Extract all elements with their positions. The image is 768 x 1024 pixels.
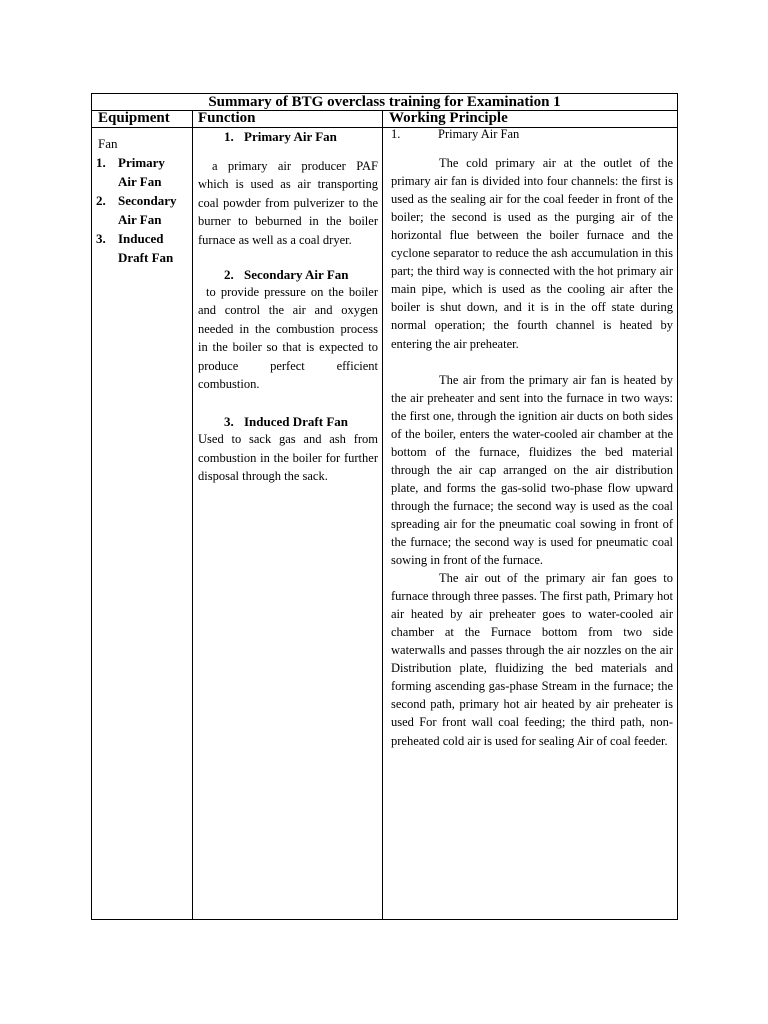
equipment-item-label: Primary <box>118 155 165 170</box>
equipment-item-number: 3. <box>96 231 106 246</box>
working-principle-paragraph: The air out of the primary air fan goes to furnace through three passes. The first path, Primary hot air heated by air preheater goes to water-cooled air chamber at the Furnace bottom from two side waterwalls and passes through the air nozzles on the air Distribution plate, fluidizing the bed materials and forming ascending gas-phase Stream in the furnace; the second path, primary hot air heated by air preheater is used For front wall coal feeding; the third path, non-preheated cold air is used for sealing Air of coal feeder. <box>391 571 673 748</box>
function-section-text: to provide pressure on the boiler and control the air and oxygen needed in the combustion process in the boiler so that is expected to produce perfect efficient combustion. <box>198 285 378 392</box>
function-section-number: 2. <box>224 267 234 283</box>
function-section-title: Secondary Air Fan <box>244 267 349 283</box>
function-cell <box>198 128 378 486</box>
equipment-item-label: Draft Fan <box>118 250 174 265</box>
equipment-item-label: Induced <box>118 231 164 246</box>
function-section-number: 1. <box>224 129 234 144</box>
equipment-group-label: Fan <box>98 136 118 151</box>
equipment-item <box>96 153 188 191</box>
equipment-item <box>96 191 188 229</box>
function-section-text: Used to sack gas and ash from combustion in the boiler for further disposal through the sack. <box>198 432 378 484</box>
working-principle-heading <box>391 125 673 143</box>
working-principle-number: 1. <box>391 127 401 141</box>
function-section-title: Primary Air Fan <box>244 129 337 144</box>
working-principle-title: Primary Air Fan <box>438 127 520 141</box>
equipment-item-number: 1. <box>96 155 106 170</box>
working-principle-paragraph: The air from the primary air fan is heated by the air preheater and sent into the furnace in two ways: the first one, through the ignition air ducts on both sides of the boiler, enters the water-cooled air chamber at the bottom of the furnace, fluidizes the bed material through the air cap arranged on the air distribution plate, and forms the gas-solid two-phase flow upward through the furnace; the second way is used as the coal spreading air for the pneumatic coal sowing in front of the furnace; the second way is used for pneumatic coal sowing in front of the furnace. <box>391 372 673 568</box>
equipment-item-label: Secondary <box>118 193 177 208</box>
function-section-number: 3. <box>224 414 234 430</box>
equipment-item-number: 2. <box>96 193 106 208</box>
header-equipment: Equipment <box>98 110 170 126</box>
equipment-item-label: Air Fan <box>118 212 162 227</box>
function-section-heading <box>198 266 378 283</box>
table-title: Summary of BTG overclass training for Examination 1 <box>92 94 677 111</box>
working-principle-cell <box>391 125 673 750</box>
summary-table <box>91 93 678 920</box>
function-section-text: a primary air producer PAF which is used as air transporting coal powder from pulverizer to the burner to beburned in the boiler furnace as well as a coal dryer. <box>198 159 378 247</box>
table-body-row <box>92 128 677 919</box>
equipment-item-label: Air Fan <box>118 174 162 189</box>
header-function: Function <box>198 110 256 126</box>
working-principle-paragraph: The cold primary air at the outlet of the primary air fan is divided into four channels: the first is used as the sealing air for the coal feeder in front of the boiler; the second is used as the purging air of the horizontal flue between the boiler furnace and the cyclone separator to reduce the ash accumulation in this part; the third way is connected with the hot primary air main pipe, which is used as the cooling air after the boiler is shut down, and it is in the off state during normal operation; the fourth channel is heated by entering the air preheater. <box>391 156 673 351</box>
equipment-cell <box>96 134 188 267</box>
function-section-heading <box>198 413 378 430</box>
header-working-principle: Working Principle <box>389 110 508 126</box>
function-section-title: Induced Draft Fan <box>244 414 349 430</box>
equipment-list <box>96 153 188 267</box>
function-section-heading <box>198 128 378 145</box>
equipment-item <box>96 229 188 267</box>
